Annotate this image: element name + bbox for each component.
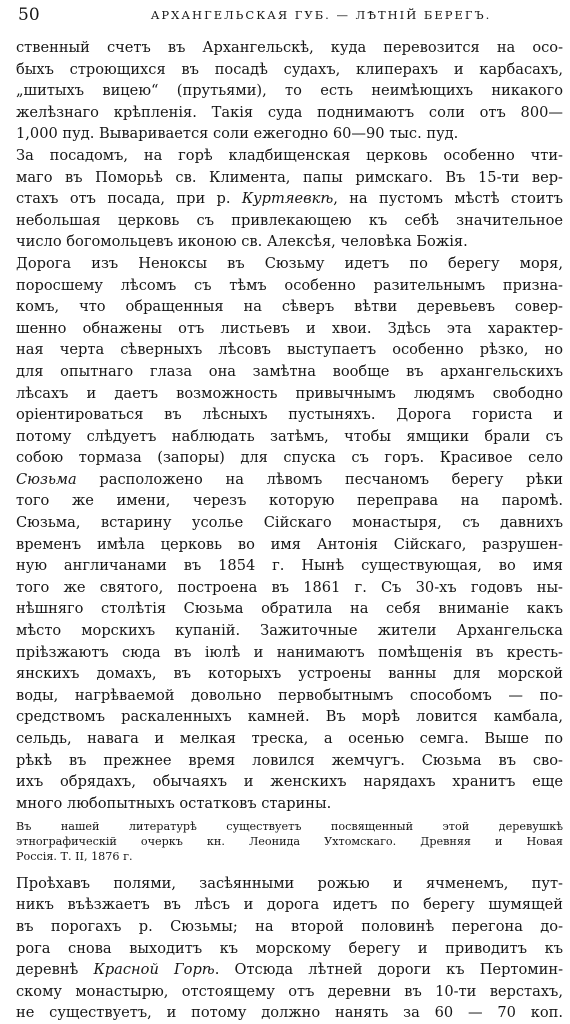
text-line: желѣзнаго крѣпленія. Такія суда поднимаютъ соли отъ 800— xyxy=(16,103,563,121)
text-line: нѣшняго столѣтія Сюзьма обратила на себя вниманіе какъ xyxy=(16,600,563,618)
text-line: для опытнаго глаза она замѣтна вообще въ архангельскихъ xyxy=(16,362,563,380)
text-line: быхъ строющихся въ посадѣ судахъ, клиперахъ и карбасахъ, xyxy=(16,60,563,78)
running-title: АРХАНГЕЛЬСКАЯ ГУБ. — ЛѢТНІЙ БЕРЕГЪ. xyxy=(150,8,492,22)
paragraph-church xyxy=(16,145,563,253)
text-line: потому слѣдуетъ наблюдать затѣмъ, чтобы ямщики брали съ xyxy=(16,427,563,445)
text-line: Сюзьма, встарину усолье Сійскаго монастыря, съ давнихъ xyxy=(16,514,563,532)
italic-place-name: Красной Горѣ xyxy=(93,961,215,979)
text-line: воды, нагрѣваемой довольно первобытнымъ способомъ — по- xyxy=(16,686,563,704)
text-line: небольшая церковь съ привлекающею къ себѣ значительное xyxy=(16,211,563,229)
text-line: За посадомъ, на горѣ кладбищенская церковь особенно чти- xyxy=(16,146,563,164)
text-line: никъ въѣзжаетъ въ лѣсъ и дорога идетъ по берегу шумящей xyxy=(16,896,563,914)
text-line: ная черта сѣверныхъ лѣсовъ выступаетъ особенно рѣзко, но xyxy=(16,341,563,359)
text-line: не существуетъ, и потому должно нанять за 60 — 70 коп. xyxy=(16,1004,563,1022)
page-number: 50 xyxy=(18,5,40,25)
text-line-with-italic: деревнѣ Красной Горѣ. Отсюда лѣтней дороги къ Пертомин- xyxy=(16,961,563,979)
text-line-with-italic: стахъ отъ посада, при р. Куртяевкѣ, на пустомъ мѣстѣ стоитъ xyxy=(16,190,563,208)
text-line: число богомольцевъ иконою св. Алексѣя, человѣка Божія. xyxy=(16,233,468,251)
text-line: пріѣзжаютъ сюда въ іюлѣ и нанимаютъ помѣщенія въ кресть- xyxy=(16,643,563,661)
running-head xyxy=(18,2,558,28)
text-line: собою тормаза (запоры) для спуска съ горъ. Красивое село xyxy=(16,449,563,467)
text-line: рѣкѣ въ прежнее время ловился жемчугъ. Сюзьма въ сво- xyxy=(16,751,563,769)
text-line: въ порогахъ р. Сюзьмы; на второй половинѣ перегона до- xyxy=(16,917,563,935)
text-line: поросшему лѣсомъ съ тѣмъ особенно разительнымъ призна- xyxy=(16,276,563,294)
paragraph-road xyxy=(16,253,563,814)
paragraph-journey xyxy=(16,873,563,1024)
paragraph-spacer xyxy=(16,865,563,873)
italic-place-name: Сюзьма xyxy=(16,470,77,488)
text-line: временъ имѣла церковь во имя Антонія Сійскаго, разрушен- xyxy=(16,535,563,553)
footnote-line: этнографическій очеркъ кн. Леонида Ухтомскаго. Древняя и Новая xyxy=(16,835,563,849)
text-line: средствомъ раскаленныхъ камней. Въ морѣ ловится камбала, xyxy=(16,708,563,726)
text-line: Проѣхавъ полями, засѣянными рожью и ячменемъ, пут- xyxy=(16,874,563,892)
text-line: шенно обнажены отъ листьевъ и хвои. Здѣсь эта характер- xyxy=(16,319,563,337)
text-line: ихъ обрядахъ, обычаяхъ и женскихъ нарядахъ хранитъ еще xyxy=(16,773,563,791)
text-line: лѣсахъ и даетъ возможность привычнымъ людямъ свободно xyxy=(16,384,563,402)
text-line: оріентироваться въ лѣсныхъ пустыняхъ. Дорога гориста и xyxy=(16,406,563,424)
text-line-with-italic: Сюзьма расположено на лѣвомъ песчаномъ берегу рѣки xyxy=(16,470,563,488)
text-line: янскихъ домахъ, въ которыхъ устроены ванны для морской xyxy=(16,665,563,683)
text-line: „шитыхъ вицею“ (прутьями), то есть неимѣющихъ никакого xyxy=(16,82,563,100)
footnote xyxy=(16,820,563,864)
text-line: скому монастырю, отстоящему отъ деревни въ 10-ти верстахъ, xyxy=(16,982,563,1000)
body-text xyxy=(16,37,563,1022)
text-line: рога снова выходитъ къ морскому берегу и приводитъ къ xyxy=(16,939,563,957)
text-line: маго въ Поморьѣ св. Климента, папы римскаго. Въ 15-ти вер- xyxy=(16,168,563,186)
text-line: ственный счетъ въ Архангельскѣ, куда перевозится на осо- xyxy=(16,39,563,56)
text-line: ную англичанами въ 1854 г. Нынѣ существующая, во имя xyxy=(16,557,563,575)
text-line: того же святого, построена въ 1861 г. Съ 30-хъ годовъ ны- xyxy=(16,578,563,596)
text-line: сельдь, навага и мелкая треска, а осенью семга. Выше по xyxy=(16,730,563,747)
text-line: комъ, что обращенныя на сѣверъ вѣтви деревьевъ совер- xyxy=(16,298,563,316)
text-line: мѣсто морскихъ купаній. Зажиточные жители Архангельска xyxy=(16,622,563,640)
text-line: того же имени, черезъ которую переправа на паромѣ. xyxy=(16,492,563,510)
footnote-line: Россія. Т. II, 1876 г. xyxy=(16,849,133,863)
paragraph-salt xyxy=(16,37,563,145)
italic-place-name: Куртяевкѣ xyxy=(241,190,334,208)
text-line: много любопытныхъ остатковъ старины. xyxy=(16,794,332,812)
footnote-line: Въ нашей литературѣ существуетъ посвященный этой деревушкѣ xyxy=(16,820,563,834)
text-line: Дорога изъ Ненокcы въ Сюзьму идетъ по берегу моря, xyxy=(16,254,563,272)
text-line: 1,000 пуд. Вывариваетcя соли ежегодно 60—90 тыс. пуд. xyxy=(16,125,459,143)
